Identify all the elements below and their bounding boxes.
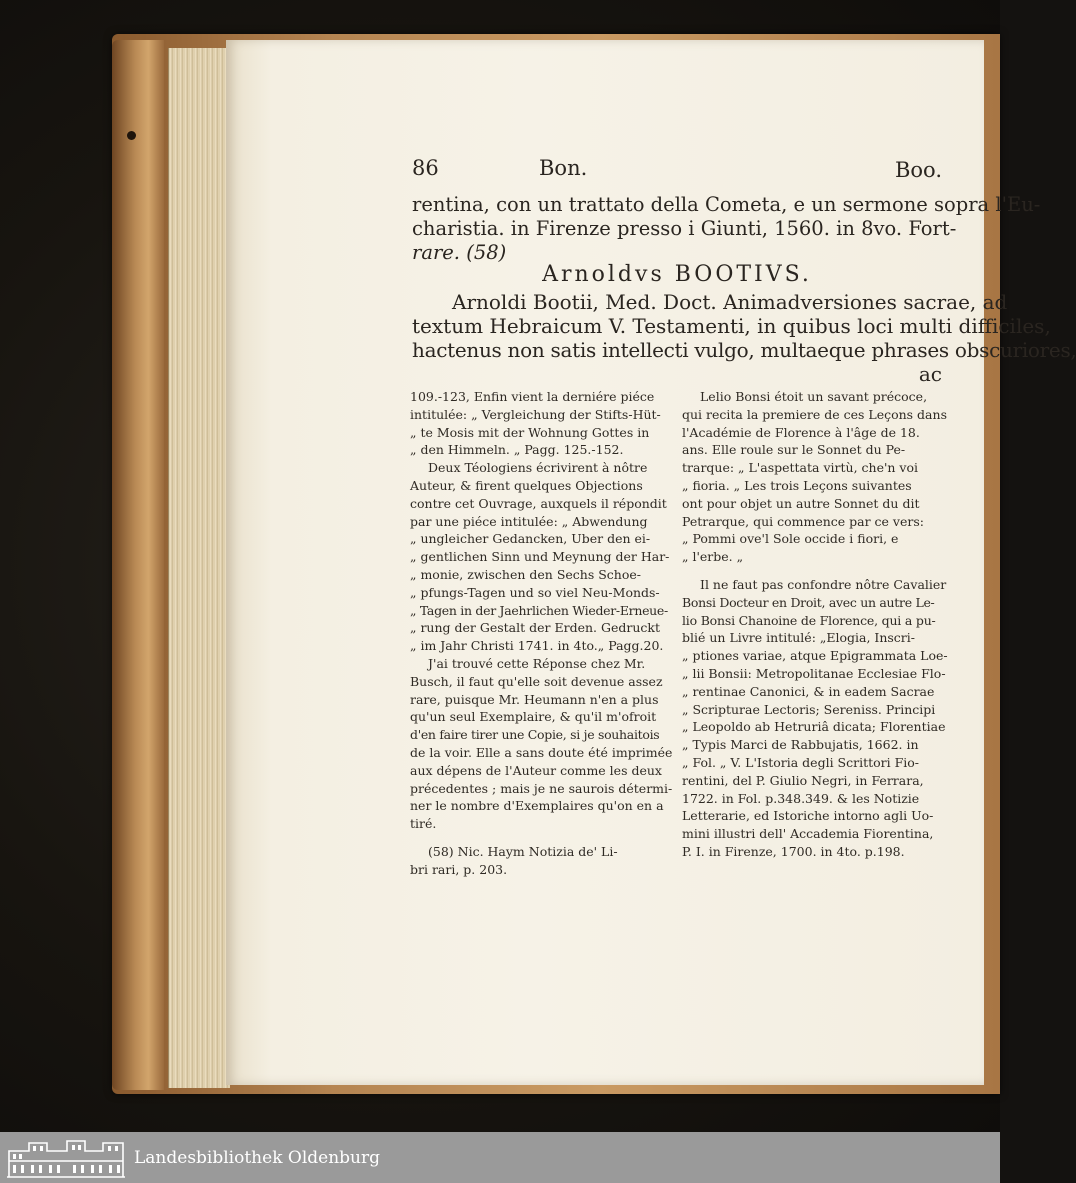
text-line: par une piéce intitulée: „ Abwendung — [410, 513, 648, 529]
cover-hole — [127, 131, 136, 140]
text-line: intitulée: „ Vergleichung der Stifts-Hüt- — [410, 406, 661, 422]
text-line: „ pfungs-Tagen und so viel Neu-Monds- — [410, 584, 660, 600]
text-line: „ lii Bonsii: Metropolitanae Ecclesiae Flo- — [682, 665, 946, 681]
text-line: trarque: „ L'aspettata virtù, che'n voi — [682, 460, 919, 476]
text-line: ans. Elle roule sur le Sonnet du Pe- — [682, 442, 906, 458]
text-line — [412, 362, 942, 386]
running-header — [412, 150, 942, 190]
text-line: blié un Livre intitulé: „Elogia, Inscri- — [682, 630, 915, 646]
text-line: rare, puisque Mr. Heumann n'en a plus — [410, 691, 659, 707]
text-line: Il ne faut pas confondre nôtre Cavalier — [700, 576, 947, 592]
page-edges — [168, 48, 230, 1088]
text-line: „ ungleicher Gedancken, Uber den ei- — [410, 531, 651, 547]
text-line: „ im Jahr Christi 1741. in 4to.„ Pagg.20. — [410, 638, 664, 654]
entry-heading: Arnoldvs BOOTIVS. — [542, 262, 812, 287]
text-line: Auteur, & firent quelques Objections — [410, 477, 643, 493]
text-line: Busch, il faut qu'elle soit devenue assez — [410, 673, 663, 689]
text-line: „ gentlichen Sinn und Meynung der Har- — [410, 549, 670, 565]
text-line: rentina, con un trattato della Cometa, e un sermone sopra l'Eu- — [412, 193, 1041, 216]
text-line: „ Scripturae Lectoris; Sereniss. Principi — [682, 701, 936, 717]
text-line: l'Académie de Florence à l'âge de 18. — [682, 424, 920, 440]
text-line: rare. (58) — [412, 241, 507, 264]
text-line: d'en faire tirer une Copie, si je souhaitois — [410, 727, 660, 743]
continued-entry — [412, 193, 1041, 265]
text-line: „ rentinae Canonici, & in eadem Sacrae — [682, 683, 935, 699]
text-line: qui recita la premiere de ces Leçons dans — [682, 406, 947, 422]
footnote-line: bri rari, p. 203. — [410, 861, 508, 877]
text-line: „ rung der Gestalt der Erden. Gedruckt — [410, 620, 660, 636]
text-line: qu'un seul Exemplaire, & qu'il m'ofroit — [410, 709, 657, 725]
text-line: précedentes ; mais je ne saurois détermi- — [410, 780, 673, 796]
text-line: „ Fol. „ V. L'Istoria degli Scrittori Fio- — [682, 754, 920, 770]
footnote-line: (58) Nic. Haym Notizia de' Li- — [428, 843, 618, 859]
text-line-content: ac — [918, 362, 942, 386]
text-line-content: hactenus non satis intellecti vulgo, multaeque phrases obscuriores, — [412, 338, 1076, 362]
text-line: J'ai trouvé cette Réponse chez Mr. — [428, 655, 646, 671]
text-line: Lelio Bonsi étoit un savant précoce, — [700, 389, 928, 404]
entry-paragraph — [412, 290, 1076, 386]
text-line: Bonsi Docteur en Droit, avec un autre Le- — [682, 594, 935, 610]
spacer — [682, 566, 942, 576]
text-line: „ monie, zwischen den Sechs Schoe- — [410, 566, 641, 582]
left-column — [410, 388, 673, 879]
text-line: „ Tagen in der Jaehrlichen Wieder-Erneue- — [410, 602, 668, 618]
text-line: de la voir. Elle a sans doute été imprimée — [410, 744, 673, 760]
text-line — [412, 290, 1008, 314]
text-line: „ fioria. „ Les trois Leçons suivantes — [682, 477, 912, 493]
running-head-right: Boo. — [894, 158, 942, 182]
text-line: „ te Mosis mit der Wohnung Gottes in — [410, 424, 650, 440]
page-number: 86 — [412, 156, 439, 180]
text-line: mini illustri dell' Accademia Fiorentina, — [682, 826, 934, 842]
text-line: aux dépens de l'Auteur comme les deux — [410, 762, 662, 778]
text-line: „ l'erbe. „ — [682, 549, 744, 565]
text-line: ont pour objet un autre Sonnet du dit — [682, 495, 920, 511]
running-head-left: Bon. — [539, 156, 588, 180]
text-line — [412, 338, 1076, 362]
text-line: Petrarque, qui commence par ce vers: — [682, 513, 924, 529]
footer-bar — [0, 1132, 1000, 1183]
text-line-content: textum Hebraicum V. Testamenti, in quibus loci multi difficiles, — [412, 314, 1051, 338]
spacer — [410, 833, 670, 843]
text-line: rentini, del P. Giulio Negri, in Ferrara, — [682, 772, 924, 788]
text-line: Letterarie, ed Istoriche intorno agli Uo- — [682, 808, 934, 824]
text-line: contre cet Ouvrage, auxquels il répondit — [410, 495, 667, 511]
text-line — [412, 314, 1051, 338]
text-line: 109.-123, Enfin vient la derniére piéce — [410, 389, 655, 404]
book-spine — [112, 40, 164, 1090]
text-line: „ Pommi ove'l Sole occide i fiori, e — [682, 531, 899, 547]
text-line-content: Arnoldi Bootii, Med. Doct. Animadversiones sacrae, ad — [452, 290, 1008, 314]
text-line: lio Bonsi Chanoine de Florence, qui a pu- — [682, 612, 936, 628]
text-line: „ Leopoldo ab Hetruriâ dicata; Florentiae — [682, 719, 946, 735]
text-line: Deux Téologiens écrivirent à nôtre — [428, 460, 648, 476]
right-column — [682, 388, 948, 861]
text-line: ner le nombre d'Exemplaires qu'on en a — [410, 798, 664, 814]
text-line: 1722. in Fol. p.348.349. & les Notizie — [682, 790, 920, 806]
text-line: „ den Himmeln. „ Pagg. 125.-152. — [410, 442, 624, 458]
text-line: charistia. in Firenze presso i Giunti, 1560. in 8vo. Fort- — [412, 217, 957, 240]
library-name[interactable]: Landesbibliothek Oldenburg — [134, 1148, 381, 1168]
text-line: tiré. — [410, 816, 437, 832]
text-line: „ ptiones variae, atque Epigrammata Loe- — [682, 648, 948, 664]
text-line: P. I. in Firenze, 1700. in 4to. p.198. — [682, 843, 905, 859]
text-line: „ Typis Marci de Rabbujatis, 1662. in — [682, 737, 919, 753]
library-building-logo-icon — [7, 1137, 125, 1179]
